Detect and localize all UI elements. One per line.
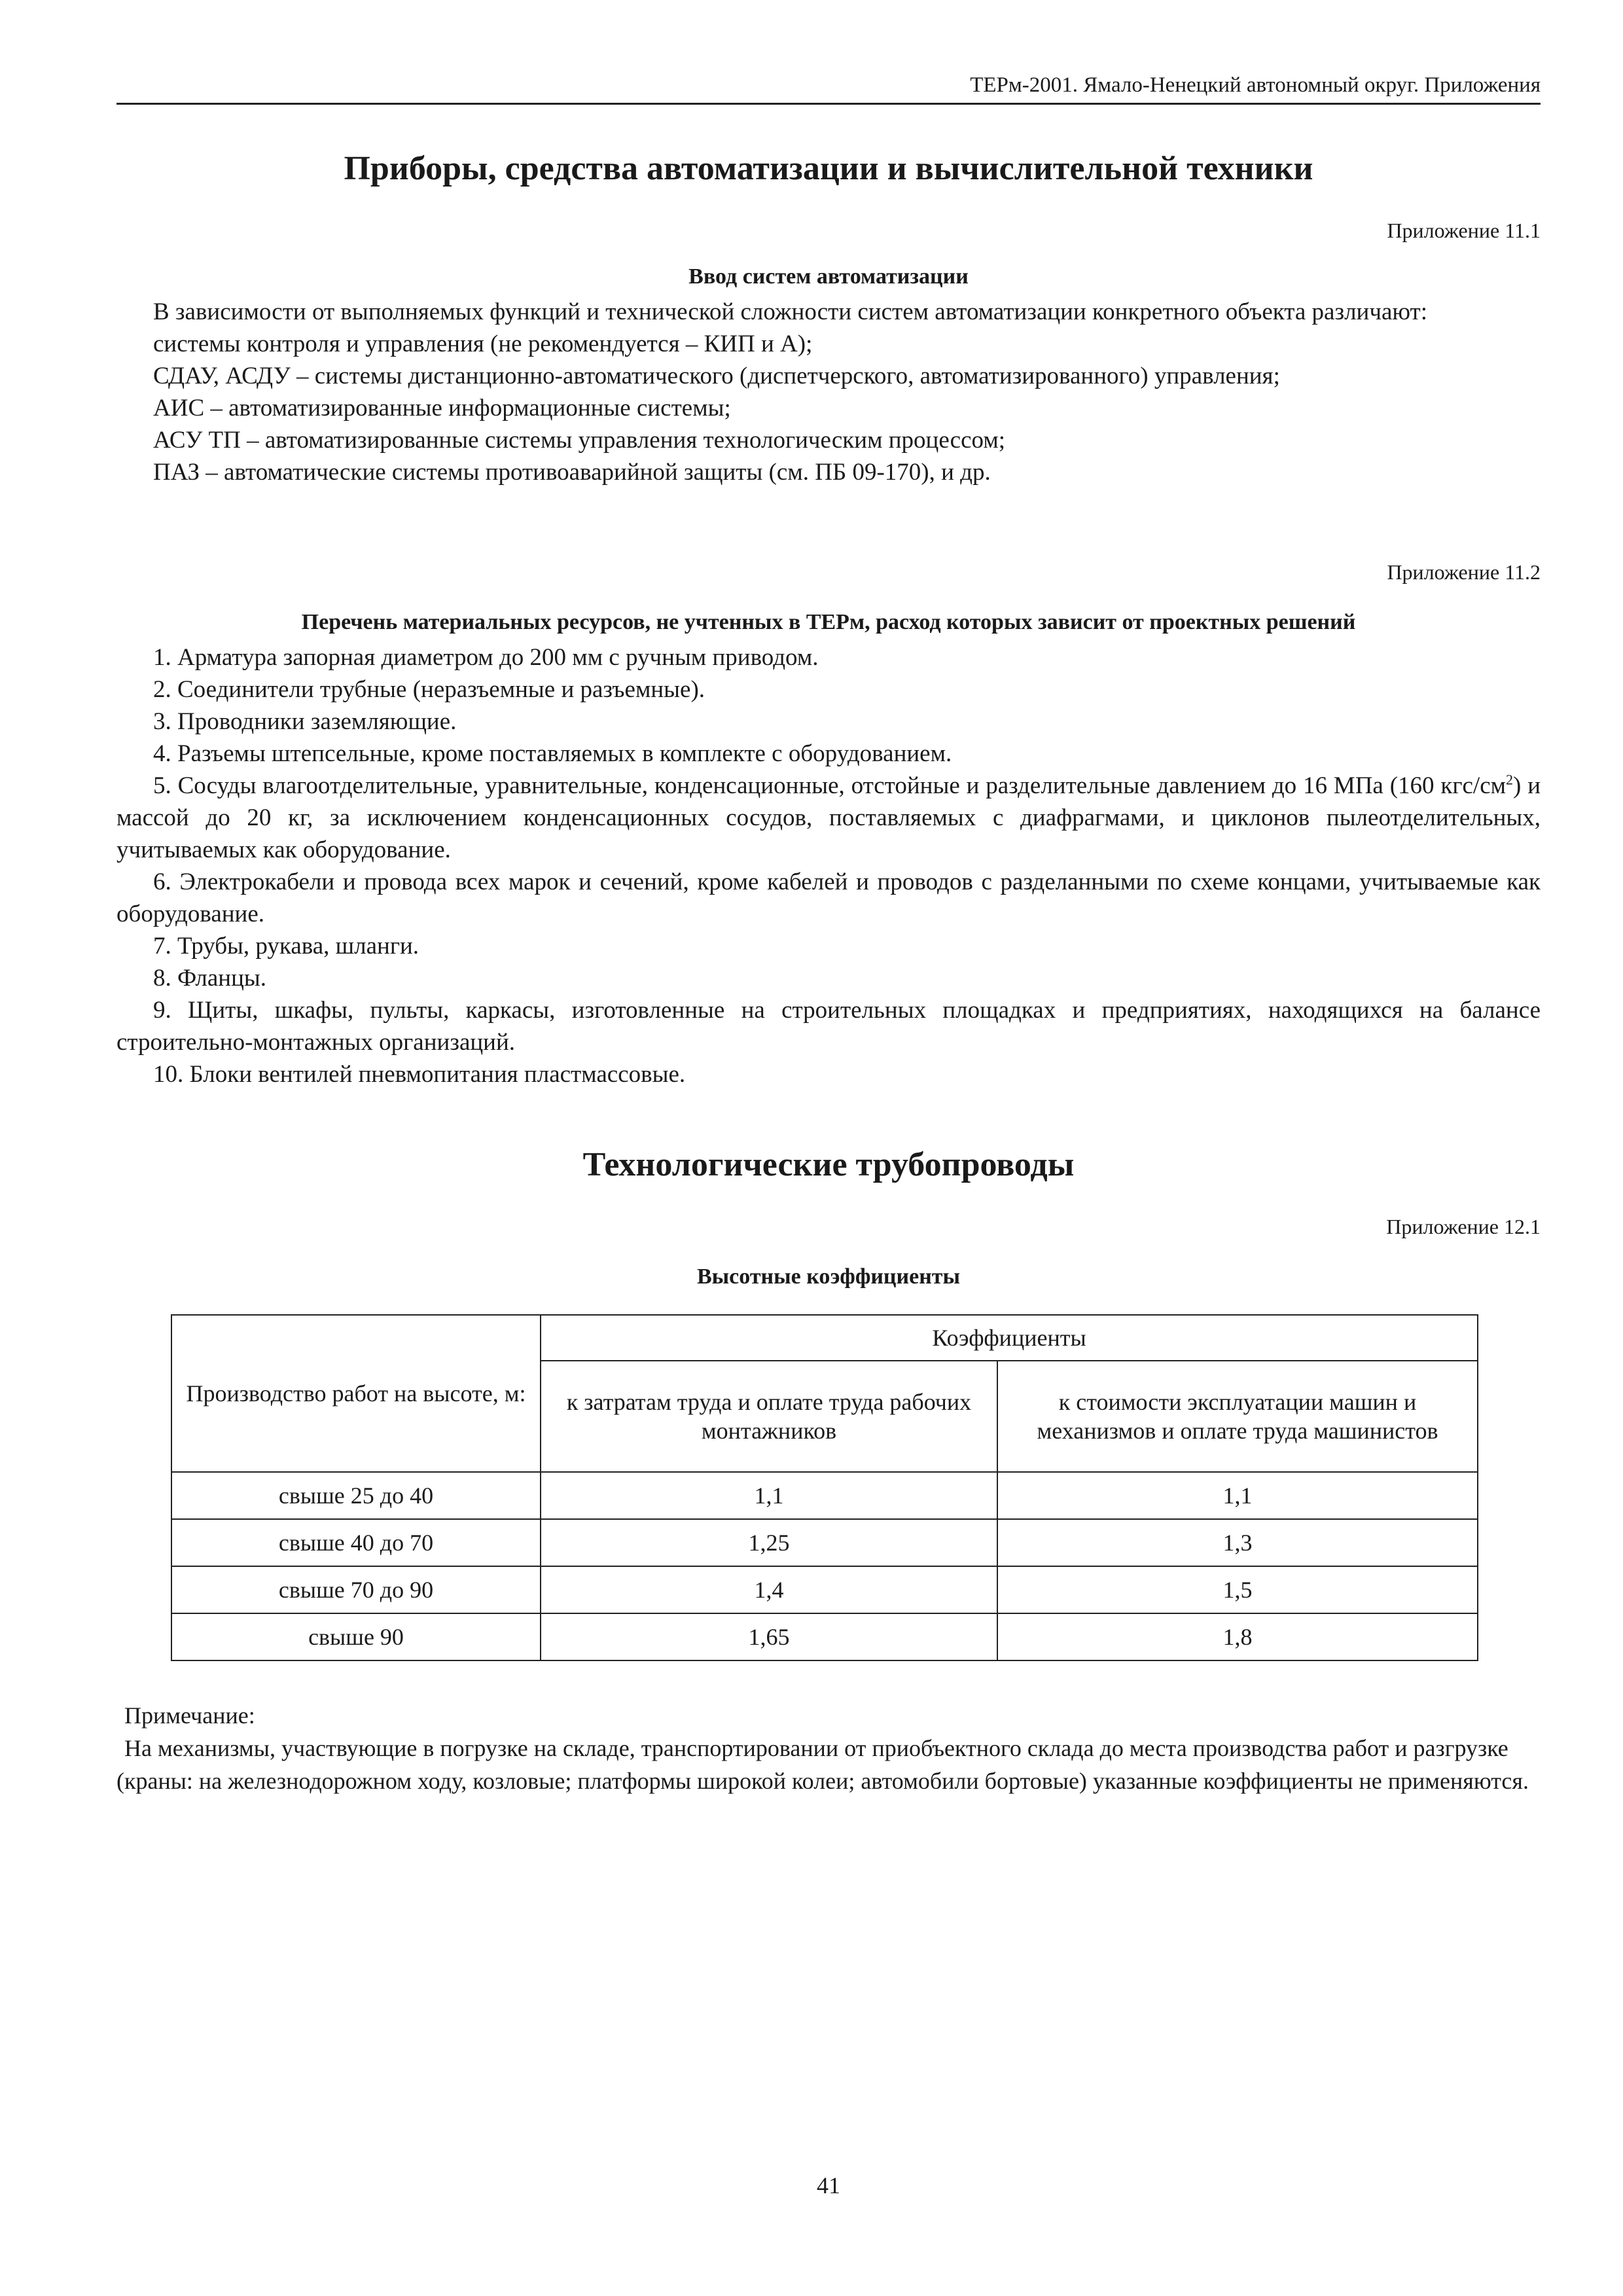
cell-labor: 1,65 xyxy=(541,1613,997,1660)
list-item: 1. Арматура запорная диаметром до 200 мм с ручным приводом. xyxy=(153,644,819,671)
item-5-text: 5. Сосуды влагоотделительные, уравнительные, конденсационные, отстойные и разделительные давлением до 16 МПа (160 кгс/см xyxy=(153,772,1507,799)
list-item: 9. Щиты, шкафы, пульты, каркасы, изготовленные на строительных площадках и предприятиях, находящихся на балансе строительно-монтажных организаций. xyxy=(116,997,1541,1056)
cell-height: свыше 90 xyxy=(171,1613,541,1660)
list-item: 4. Разъемы штепсельные, кроме поставляемых в комплекте с оборудованием. xyxy=(153,740,952,767)
list-item: 10. Блоки вентилей пневмопитания пластмассовые. xyxy=(153,1061,686,1088)
cell-labor: 1,1 xyxy=(541,1472,997,1519)
item-5-text-cont: ) и массой до 20 кг, за исключением конденсационных сосудов, поставляемых с диафрагмами, и циклонов пылеотделительных, учитываемых как оборудование. xyxy=(116,772,1541,863)
automation-intro: В зависимости от выполняемых функций и технической сложности систем автоматизации конкретного объекта различают: xyxy=(153,298,1427,325)
cell-height: свыше 25 до 40 xyxy=(171,1472,541,1519)
document-page xyxy=(116,0,1541,2296)
cell-height: свыше 40 до 70 xyxy=(171,1519,541,1566)
cell-labor: 1,25 xyxy=(541,1519,997,1566)
list-item: ПАЗ – автоматические системы противоаварийной защиты (см. ПБ 09-170), и др. xyxy=(153,459,991,486)
list-item: 6. Электрокабели и провода всех марок и сечений, кроме кабелей и проводов с разделанными по схеме концами, учитываемые как оборудование. xyxy=(116,869,1541,927)
appendix-label-11-1: Приложение 11.1 xyxy=(1387,219,1541,242)
list-item: 8. Фланцы. xyxy=(153,965,266,992)
table-row xyxy=(171,1566,1478,1613)
section-title-instruments: Приборы, средства автоматизации и вычислительной техники xyxy=(344,150,1313,187)
column-header-coefficients: Коэффициенты xyxy=(541,1315,1478,1361)
page-number: 41 xyxy=(817,2172,840,2198)
note-text: На механизмы, участвующие в погрузке на складе, транспортировании от приобъектного склада до места производства работ и разгрузке (краны: на железнодорожном ходу, козловые; платформы широкой колеи; автомобили бортовые) указанные коэффициенты не применяются. xyxy=(116,1735,1529,1794)
list-item: системы контроля и управления (не рекомендуется – КИП и А); xyxy=(153,331,813,357)
table-row xyxy=(171,1613,1478,1660)
column-header-labor: к затратам труда и оплате труда рабочих монтажников xyxy=(541,1361,997,1472)
cell-machines: 1,8 xyxy=(997,1613,1478,1660)
cell-labor: 1,4 xyxy=(541,1566,997,1613)
list-item xyxy=(116,770,1541,866)
column-header-height: Производство работ на высоте, м: xyxy=(171,1315,541,1472)
column-header-machines: к стоимости эксплуатации машин и механизмов и оплате труда машинистов xyxy=(997,1361,1478,1472)
table-note xyxy=(116,1699,1541,1797)
appendix-label-11-2: Приложение 11.2 xyxy=(1387,560,1541,584)
material-resources-list xyxy=(116,641,1541,1090)
section-title-pipelines: Технологические трубопроводы xyxy=(582,1146,1075,1183)
list-item: АСУ ТП – автоматизированные системы управления технологическим процессом; xyxy=(153,427,1006,454)
heading-height-coefficients: Высотные коэффициенты xyxy=(696,1265,961,1289)
list-item: 2. Соединители трубные (неразъемные и разъемные). xyxy=(153,676,705,703)
list-item: СДАУ, АСДУ – системы дистанционно-автоматического (диспетчерского, автоматизированного) управления; xyxy=(153,363,1280,389)
cell-machines: 1,5 xyxy=(997,1566,1478,1613)
list-item: 3. Проводники заземляющие. xyxy=(153,708,457,735)
note-label: Примечание: xyxy=(124,1702,255,1729)
heading-automation-input: Ввод систем автоматизации xyxy=(688,264,969,289)
superscript: 2 xyxy=(1506,771,1514,788)
table-row xyxy=(171,1519,1478,1566)
table-row xyxy=(171,1472,1478,1519)
cell-height: свыше 70 до 90 xyxy=(171,1566,541,1613)
cell-machines: 1,1 xyxy=(997,1472,1478,1519)
list-item: АИС – автоматизированные информационные системы; xyxy=(153,395,731,422)
height-coefficients-table xyxy=(171,1314,1478,1661)
running-header: ТЕРм-2001. Ямало-Ненецкий автономный округ. Приложения xyxy=(116,73,1541,105)
cell-machines: 1,3 xyxy=(997,1519,1478,1566)
automation-systems-text xyxy=(116,296,1541,488)
list-item: 7. Трубы, рукава, шланги. xyxy=(153,933,419,960)
appendix-label-12-1: Приложение 12.1 xyxy=(1386,1215,1541,1238)
heading-material-resources: Перечень материальных ресурсов, не учтенных в ТЕРм, расход которых зависит от проектных решений xyxy=(301,610,1356,634)
